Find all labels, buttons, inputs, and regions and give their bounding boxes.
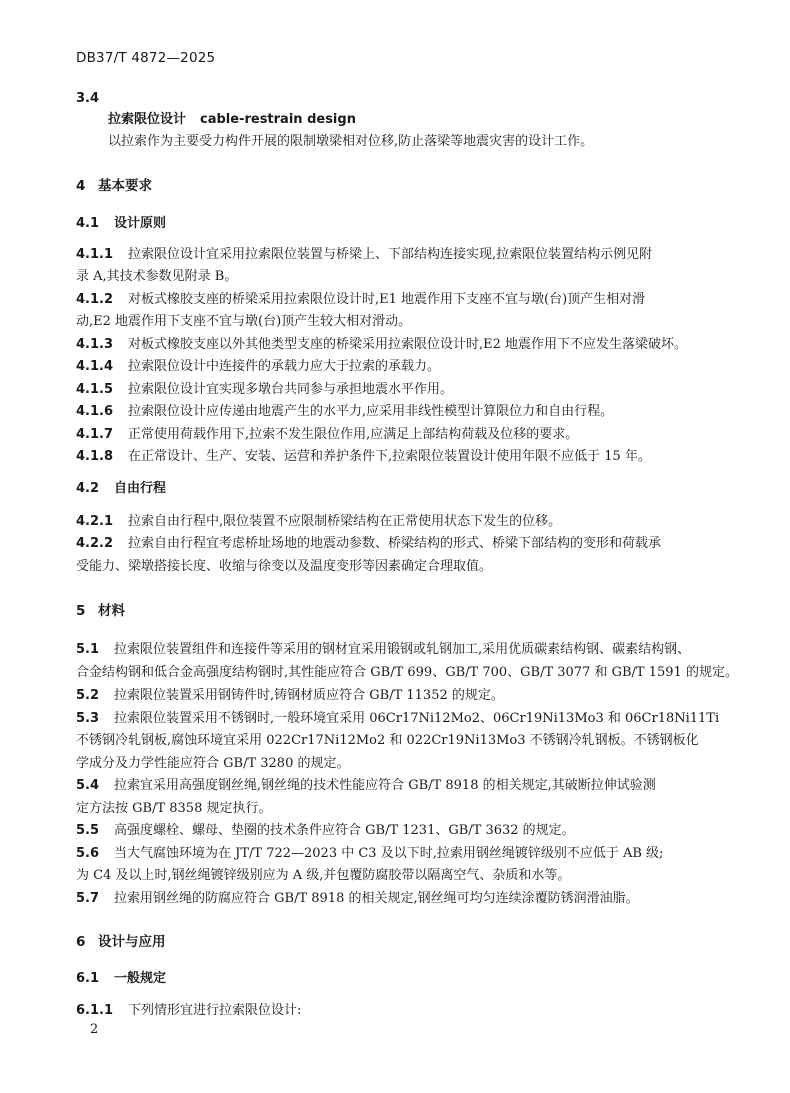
section-heading-5: 5 材料 bbox=[76, 603, 125, 619]
section-heading-4-2: 4.2 自由行程 bbox=[76, 481, 167, 496]
clause-4-1-2-line-1: 4.1.2 对板式橡胶支座的桥梁采用拉索限位设计时,E1 地震作用下支座不宜与墩(台)顶产生相对滑 bbox=[76, 292, 646, 307]
page-number: 2 bbox=[90, 1022, 99, 1037]
clause-number-3-4: 3.4 bbox=[76, 91, 100, 106]
clause-4-1-2-line-2: 动,E2 地震作用下支座不宜与墩(台)顶产生较大相对滑动。 bbox=[76, 314, 412, 329]
term-chinese: 拉索限位设计 bbox=[108, 112, 187, 127]
clause-4-1-3: 4.1.3 对板式橡胶支座以外其他类型支座的桥梁采用拉索限位设计时,E2 地震作用下不应发生落梁破坏。 bbox=[76, 337, 688, 352]
clause-5-6-line-1: 5.6 当大气腐蚀环境为在 JT/T 722—2023 中 C3 及以下时,拉索用钢丝绳镀锌级别不应低于 AB 级; bbox=[76, 846, 664, 861]
section-heading-6: 6 设计与应用 bbox=[76, 934, 166, 950]
clause-4-1-1-line-2: 录 A,其技术参数见附录 B。 bbox=[76, 269, 238, 284]
clause-6-1-1: 6.1.1 下列情形宜进行拉索限位设计: bbox=[76, 1003, 302, 1018]
clause-5-6-line-2: 为 C4 及以上时,钢丝绳镀锌级别应为 A 级,并包覆防腐胶带以隔离空气、杂质和水等。 bbox=[76, 868, 571, 883]
clause-5-2: 5.2 拉索限位装置采用钢铸件时,铸钢材质应符合 GB/T 11352 的规定。 bbox=[76, 688, 504, 703]
clause-4-2-2-line-1: 4.2.2 拉索自由行程宜考虑桥址场地的地震动参数、桥梁结构的形式、桥梁下部结构的变形和荷载承 bbox=[76, 536, 662, 551]
clause-4-1-8: 4.1.8 在正常设计、生产、安装、运营和养护条件下,拉索限位装置设计使用年限不应低于 15 年。 bbox=[76, 449, 651, 464]
document-code: DB37/T 4872—2025 bbox=[76, 50, 216, 66]
clause-5-7: 5.7 拉索用钢丝绳的防腐应符合 GB/T 8918 的相关规定,钢丝绳可均匀连续涂覆防锈润滑油脂。 bbox=[76, 891, 639, 906]
clause-5-4-line-2: 定方法按 GB/T 8358 规定执行。 bbox=[76, 801, 272, 816]
term-definition: 以拉索作为主要受力构件开展的限制墩梁相对位移,防止落梁等地震灾害的设计工作。 bbox=[108, 134, 594, 149]
clause-4-1-7: 4.1.7 正常使用荷载作用下,拉索不发生限位作用,应满足上部结构荷载及位移的要求。 bbox=[76, 427, 579, 442]
term-english: cable-restrain design bbox=[200, 112, 356, 127]
section-heading-6-1: 6.1 一般规定 bbox=[76, 971, 167, 986]
clause-5-3-line-3: 学成分及力学性能应符合 GB/T 3280 的规定。 bbox=[76, 756, 350, 771]
clause-4-2-1: 4.2.1 拉索自由行程中,限位装置不应限制桥梁结构在正常使用状态下发生的位移。 bbox=[76, 514, 562, 529]
clause-5-1-line-1: 5.1 拉索限位装置组件和连接件等采用的钢材宜采用锻钢或轧钢加工,采用优质碳素结构钢、碳素结构钢、 bbox=[76, 642, 691, 657]
section-heading-4-1: 4.1 设计原则 bbox=[76, 216, 167, 231]
clause-4-1-5: 4.1.5 拉索限位设计宜实现多墩台共同参与承担地震水平作用。 bbox=[76, 382, 454, 397]
clause-5-4-line-1: 5.4 拉索宜采用高强度钢丝绳,钢丝绳的技术性能应符合 GB/T 8918 的相关规定,其破断拉伸试验测 bbox=[76, 778, 656, 793]
term-3-4 bbox=[108, 111, 356, 129]
clause-5-5: 5.5 高强度螺栓、螺母、垫圈的技术条件应符合 GB/T 1231、GB/T 3632 的规定。 bbox=[76, 823, 575, 838]
clause-5-3-line-2: 不锈钢冷轧钢板,腐蚀环境宜采用 022Cr17Ni12Mo2 和 022Cr19Ni13Mo3 不锈钢冷轧钢板。不锈钢板化 bbox=[76, 733, 699, 748]
section-heading-4: 4 基本要求 bbox=[76, 178, 152, 194]
clause-4-1-1-line-1: 4.1.1 拉索限位设计宜采用拉索限位装置与桥梁上、下部结构连接实现,拉索限位装置结构示例见附 bbox=[76, 247, 653, 262]
clause-4-2-2-line-2: 受能力、梁墩搭接长度、收缩与徐变以及温度变形等因素确定合理取值。 bbox=[76, 559, 493, 574]
clause-4-1-4: 4.1.4 拉索限位设计中连接件的承载力应大于拉索的承载力。 bbox=[76, 359, 441, 374]
clause-5-1-line-2: 合金结构钢和低合金高强度结构钢时,其性能应符合 GB/T 699、GB/T 700、GB/T 3077 和 GB/T 1591 的规定。 bbox=[76, 665, 738, 680]
clause-5-3-line-1: 5.3 拉索限位装置采用不锈钢时,一般环境宜采用 06Cr17Ni12Mo2、06Cr19Ni13Mo3 和 06Cr18Ni11Ti bbox=[76, 711, 720, 726]
clause-4-1-6: 4.1.6 拉索限位设计应传递由地震产生的水平力,应采用非线性模型计算限位力和自由行程。 bbox=[76, 404, 614, 419]
